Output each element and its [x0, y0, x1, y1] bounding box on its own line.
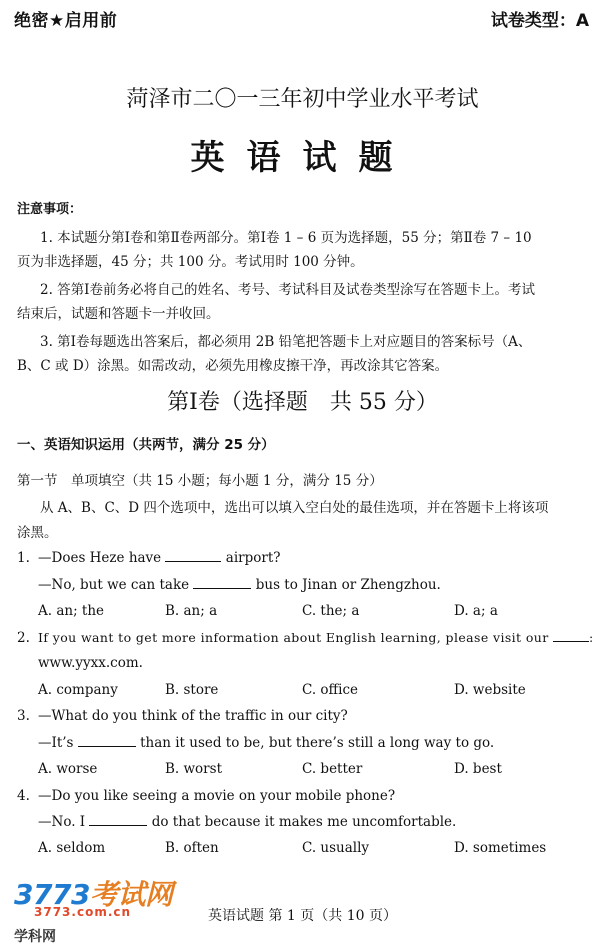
- question-number: 3.: [17, 708, 30, 724]
- notice-line: 3. 第Ⅰ卷每题选出答案后，都必须用 2B 铅笔把答题卡上对应题目的答案标号（A、: [40, 334, 532, 350]
- question-line: If you want to get more information about English learning, please visit our :: [38, 630, 594, 645]
- question-line: —It’s than it used to be, but there’s still a long way to go.: [38, 735, 495, 751]
- confidential-label: 绝密★启用前: [14, 11, 118, 31]
- page-footer: 英语试题 第 1 页（共 10 页）: [208, 908, 397, 924]
- subsection-heading: 第一节 单项填空（共 15 小题；每小题 1 分，满分 15 分）: [17, 473, 383, 489]
- answer-blank: [193, 577, 251, 589]
- notice-line: 1. 本试题分第Ⅰ卷和第Ⅱ卷两部分。第Ⅰ卷 1 – 6 页为选择题，55 分；第Ⅱ卷 7 – 10: [40, 230, 532, 246]
- option-a: A. company: [38, 682, 118, 698]
- answer-blank: [165, 550, 221, 562]
- part-title: 第Ⅰ卷（选择题 共 55 分）: [167, 390, 438, 415]
- option-b: B. worst: [165, 761, 222, 777]
- option-a: A. seldom: [38, 840, 106, 856]
- option-d: D. sometimes: [454, 840, 547, 856]
- question-line: —No, but we can take bus to Jinan or Zhengzhou.: [38, 577, 441, 593]
- question-line: —No. I do that because it makes me uncomfortable.: [38, 814, 457, 830]
- notice-line: 2. 答第Ⅰ卷前务必将自己的姓名、考号、考试科目及试卷类型涂写在答题卡上。考试: [40, 282, 536, 298]
- question-number: 2.: [17, 630, 30, 646]
- option-d: D. a; a: [454, 603, 498, 619]
- option-a: A. an; the: [38, 603, 105, 619]
- question-number: 1.: [17, 550, 30, 566]
- bottom-logo: 学科网: [14, 929, 56, 945]
- question-line: —Does Heze have airport?: [38, 550, 281, 566]
- instruction-line: 从 A、B、C、D 四个选项中，选出可以填入空白处的最佳选项，并在答题卡上将该项: [40, 500, 549, 516]
- instruction-line: 涂黑。: [17, 525, 58, 541]
- notice-line: 结束后，试题和答题卡一并收回。: [17, 306, 220, 322]
- notice-line: B、C 或 D）涂黑。如需改动，必须先用橡皮擦干净，再改涂其它答案。: [17, 358, 449, 374]
- notice-heading: 注意事项：: [17, 202, 83, 217]
- site-logo: 3773考试网: [14, 878, 173, 911]
- option-d: D. website: [454, 682, 526, 698]
- subject-title: 英语试题: [190, 138, 415, 178]
- option-c: C. office: [302, 682, 359, 698]
- answer-blank: [89, 814, 147, 826]
- paper-type-label: 试卷类型：A: [490, 11, 589, 31]
- option-c: C. better: [302, 761, 363, 777]
- option-b: B. often: [165, 840, 219, 856]
- notice-line: 页为非选择题，45 分；共 100 分。考试用时 100 分钟。: [17, 254, 364, 270]
- option-c: C. usually: [302, 840, 370, 856]
- option-b: B. an; a: [165, 603, 218, 619]
- option-b: B. store: [165, 682, 219, 698]
- answer-blank: [78, 735, 136, 747]
- option-c: C. the; a: [302, 603, 360, 619]
- option-d: D. best: [454, 761, 502, 777]
- question-number: 4.: [17, 788, 30, 804]
- option-a: A. worse: [38, 761, 98, 777]
- question-line: —What do you think of the traffic in our city?: [38, 708, 348, 724]
- answer-blank: [553, 630, 589, 642]
- site-url: 3773.com.cn: [34, 905, 132, 919]
- exam-title: 菏泽市二〇一三年初中学业水平考试: [126, 87, 479, 112]
- question-line: www.yyxx.com.: [38, 655, 143, 671]
- question-line: —Do you like seeing a movie on your mobile phone?: [38, 788, 396, 804]
- section-heading: 一、英语知识运用（共两节，满分 25 分）: [17, 437, 275, 453]
